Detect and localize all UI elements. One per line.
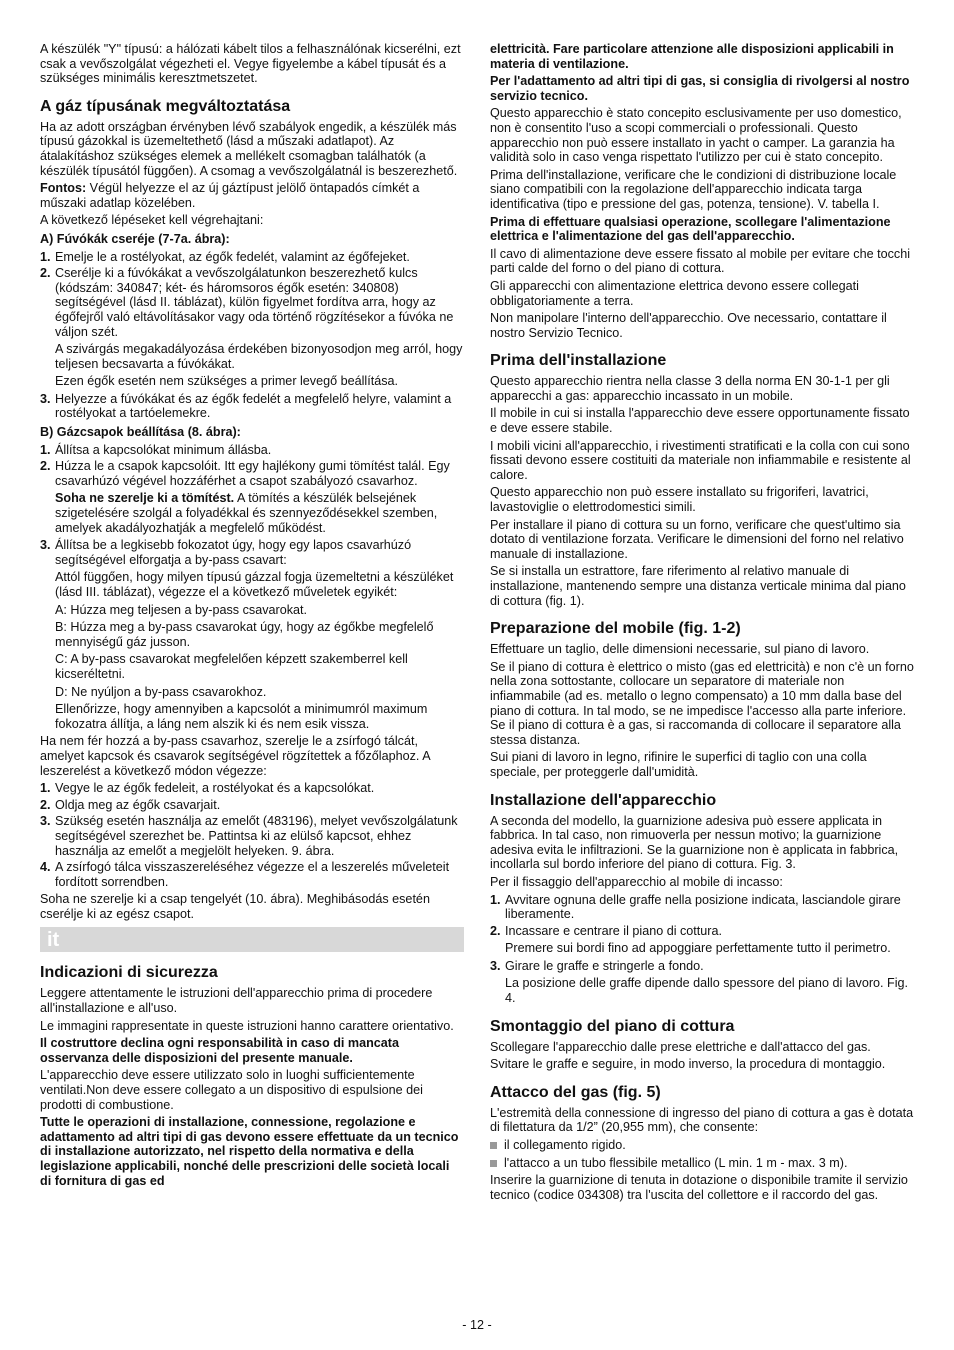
step: [40, 781, 464, 796]
step-text: Cserélje ki a fúvókákat a vevőszolgálatunkon beszerezhető kulcs (kódszám: 340847; két- és háromsoros égők esetén: 340808) segítségével (lásd II. táblázat), külön figyelmet fordítva arra, hogy az égőfejről való eltávolításakor vagy oda történő rögzítésekor a fúvóka ne váljon szét.: [55, 266, 454, 339]
paragraph: Se il piano di cottura è elettrico o misto (gas ed elettricità) e non c'è un forno nella zona sottostante, collocare un separatore di materiale non infiammabile (ad es. metallo o legno compensato) a 10 mm dalla base del piano di cottura. In tal modo, se ne impedisce l'accesso alla parte inferiore. Se il piano di cottura è a gas, si raccomanda di collocare il separatore alla stessa distanza.: [490, 659, 914, 747]
step-note: Premere sui bordi fino ad appoggiare perfettamente tutto il perimetro.: [505, 941, 891, 956]
step: [490, 959, 915, 974]
step-text: Emelje le a rostélyokat, az égők fedelét, valamint az égőfejeket.: [55, 249, 410, 264]
step-list: [490, 893, 915, 939]
step-list: [40, 392, 464, 421]
step-text: Helyezze a fúvókákat és az égők fedelét a megfelelő helyre, valamint a rostélyokat a tartóelemekre.: [55, 391, 452, 421]
step: [40, 798, 464, 813]
option-c: C: A by-pass csavarokat megfelelően képzett szakemberrel kell kicseréltetni.: [55, 652, 408, 681]
paragraph: Gli apparecchi con alimentazione elettrica devono essere collegati obbligatoriamente a terra.: [490, 278, 859, 308]
step-text: Húzza le a csapok kapcsolóit. Itt egy hajlékony gumi tömítést talál. Egy csavarhúzó végével hozzáférhet a csapot szabályozó csavarhoz.: [55, 459, 450, 488]
step-number: 1.: [490, 892, 501, 907]
step-note: La posizione delle graffe dipende dallo spessore del piano di lavoro. Fig. 4.: [505, 976, 909, 1006]
step-text: Incassare e centrare il piano di cottura.: [505, 923, 723, 938]
square-bullet-icon: [490, 1142, 497, 1149]
square-bullet-icon: [490, 1160, 497, 1167]
step-number: 2.: [40, 797, 51, 812]
step-text: Állítsa a kapcsolókat minimum állásba.: [55, 442, 272, 457]
step: [40, 392, 464, 421]
step-list: [40, 250, 464, 340]
language-code: it: [47, 929, 60, 952]
paragraph: Ha nem fér hozzá a by-pass csavarhoz, szerelje le a zsírfogó tálcát, amelyet kapcsok és csavarok segítségével rögzítettek a főzőlaphoz. A leszerelést a következő módon végezze:: [40, 734, 430, 778]
paragraph: L'apparecchio deve essere utilizzato solo in luoghi sufficientemente ventilati.Non deve essere collegato a un dispositivo di espulsione dei prodotti di combustione.: [40, 1068, 423, 1112]
paragraph: Il cavo di alimentazione deve essere fissato al mobile per evitare che tocchi parti calde del forno o del piano di cottura.: [490, 246, 911, 276]
step: [40, 459, 464, 488]
bullet-text: il collegamento rigido.: [504, 1138, 626, 1153]
step-number: 2.: [490, 923, 501, 938]
paragraph: A seconda del modello, la guarnizione adesiva può essere applicata in fabbrica. In tal caso, non rimuoverla per nessun motivo; la guarnizione adesiva evita le infiltrazioni. Se la guarnizione non è applicata in fabbrica, incollarla sul bordo inferiore del piano di cottura. Fig. 3.: [490, 813, 899, 872]
paragraph: Leggere attentamente le istruzioni dell'apparecchio prima di procedere all'installazione e all'uso.: [40, 986, 433, 1016]
bullet-item: [490, 1156, 915, 1171]
paragraph: Questo apparecchio rientra nella classe 3 della norma EN 30-1-1 per gli apparecchi a gas: apparecchio incassato in un mobile.: [490, 374, 890, 403]
paragraph: Sui piani di lavoro in legno, rifinire le superfici di taglio con una colla speciale, per proteggerle dall'umidità.: [490, 750, 867, 779]
bold-paragraph: Il costruttore declina ogni responsabilità in caso di mancata osservanza delle disposizioni del presente manuale.: [40, 1036, 400, 1065]
step-number: 1.: [40, 249, 51, 264]
paragraph: Prima dell'installazione, verificare che le condizioni di distribuzione locale siano compatibili con la regolazione dell'apparecchio indicata targa identificativa (tipo e pressione del gas, potenza, tensione). V. tabella I.: [490, 167, 897, 211]
paragraph: Soha ne szerelje ki a csap tengelyét (10. ábra). Meghibásodás esetén cserélje ki az egész csapot.: [40, 892, 430, 921]
bullet-list: [490, 1138, 915, 1170]
paragraph: Per installare il piano di cottura su un forno, verificare che quest'ultimo sia dotato di ventilazione forzata. Verificare le dimensioni del forno nel relativo manuale di installazione.: [490, 517, 904, 561]
gas-connection-heading: Attacco del gas (fig. 5): [490, 1083, 661, 1101]
left-column: [40, 42, 464, 1191]
step-text: Szükség esetén használja az emelőt (483196), melyet vevőszolgálatunk segítségével szerezhet be. Pattintsa ki az elülső kapcsot, ehhez használja az emelőt a megjelölt helyeken. 9. ábra.: [55, 814, 458, 858]
step-number: 1.: [40, 442, 51, 457]
step-note: Attól függően, hogy milyen típusú gázzal fogja üzemeltetni a készüléket (lásd III. táblázat), végezze el a következő műveletek egyikét:: [55, 570, 454, 599]
paragraph: Se si installa un estrattore, fare riferimento al relativo manuale di installazione, mantenendo sempre una distanza verticale minima dal piano di cottura (fig. 1).: [490, 564, 906, 608]
bullet-item: [490, 1138, 915, 1153]
important-label: Fontos:: [40, 181, 87, 196]
step: [490, 893, 915, 922]
paragraph: Il mobile in cui si installa l'apparecchio deve essere opportunamente fissato e deve essere stabile.: [490, 406, 910, 436]
step-number: 2.: [40, 459, 51, 474]
step-text: Girare le graffe e stringerle a fondo.: [505, 958, 704, 973]
before-installation-heading: Prima dell'installazione: [490, 352, 667, 370]
bold-paragraph: Prima di effettuare qualsiasi operazione, scollegare l'alimentazione elettrica e l'alimentazione del gas dell'apparecchio.: [490, 214, 891, 244]
step: [40, 538, 464, 567]
cabinet-preparation-heading: Preparazione del mobile (fig. 1-2): [490, 620, 741, 638]
step-note: A szivárgás megakadályozása érdekében bizonyosodjon meg arról, hogy teljesen becsavarta a fúvókákat.: [55, 342, 463, 371]
warning-label: Soha ne szerelje ki a tömítést.: [55, 491, 235, 506]
step-text: Avvitare ognuna delle graffe nella posizione indicata, lasciandole girare liberamente.: [505, 892, 901, 922]
bold-paragraph: Tutte le operazioni di installazione, connessione, regolazione e adattamento ad altri tipi di gas devono essere effettuate da un tecnico di installazione autorizzato, nel rispetto della normativa e della legislazione applicabili, nonché delle prescrizioni delle società locali di fornitura di gas ed: [40, 1115, 459, 1188]
paragraph: I mobili vicini all'apparecchio, i rivestimenti stratificati e la colla con cui sono fissati devono essere costituiti da materiale non infiammabile e resistente al calore.: [490, 438, 911, 482]
warning-text: A tömítés a készülék belsejének szigetelésére szolgál a folyadékkal és szennyeződésekkel szemben, amelyek akadályozhatják a megfelelő működést.: [55, 491, 438, 535]
bold-paragraph: elettricità. Fare particolare attenzione alle disposizioni applicabili in materia di ventilazione.: [490, 42, 894, 71]
language-section-bar: [40, 927, 464, 952]
step-number: 2.: [40, 266, 51, 281]
option-b: B: Húzza meg a by-pass csavarokat úgy, hogy az égőkbe megfelelő mennyiségű gáz jusson.: [55, 620, 434, 649]
removal-heading: Smontaggio del piano di cottura: [490, 1017, 735, 1035]
option-d: D: Ne nyúljon a by-pass csavarokhoz.: [55, 684, 267, 699]
bold-paragraph: Per l'adattamento ad altri tipi di gas, si consiglia di rivolgersi al nostro servizio tecnico.: [490, 74, 910, 103]
step-note: Ezen égők esetén nem szükséges a primer levegő beállítása.: [55, 374, 399, 389]
step-text: A zsírfogó tálca visszaszereléséhez végezze el a leszerelés műveleteit fordított sorrendben.: [55, 860, 450, 889]
step: [40, 860, 464, 889]
step-text: Állítsa be a legkisebb fokozatot úgy, hogy egy lapos csavarhúzó segítségével elforgatja a by-pass csavart:: [55, 538, 412, 567]
paragraph: Ha az adott országban érvényben lévő szabályok engedik, a készülék más típusú gázokkal is üzemeltethető (lásd a műszaki adatlapot). Az átalakításhoz szükséges elemek a mellékelt csomagban találhatók (a készülék típusától függően). A csomag a vevőszolgálatnál is beszerezhető.: [40, 119, 458, 178]
installation-heading: Installazione dell'apparecchio: [490, 791, 717, 809]
step-number: 3.: [490, 958, 501, 973]
paragraph: A következő lépéseket kell végrehajtani:: [40, 213, 264, 228]
right-column: [490, 42, 915, 1205]
important-text: Végül helyezze el az új gáztípust jelölő öntapadós címkét a műszaki adatlap közelében.: [40, 181, 420, 210]
paragraph: Questo apparecchio è stato concepito esclusivamente per uso domestico, non è consentito l'uso a scopi commerciali o professionali. Questo apparecchio non può essere installato in yacht o camper. La garanzia ha validità solo in caso venga rispettato l'utilizzo per cui è stato concepito.: [490, 106, 902, 165]
step-number: 3.: [40, 391, 51, 406]
step-list: [40, 538, 464, 567]
step-list: [40, 443, 464, 489]
step: [40, 250, 464, 265]
step-number: 3.: [40, 538, 51, 553]
paragraph: Questo apparecchio non può essere installato su frigoriferi, lavatrici, lavastoviglie o elettrodomestici simili.: [490, 485, 869, 515]
step: [40, 814, 464, 858]
cable-note: A készülék "Y" típusú: a hálózati kábelt tilos a felhasználónak kicserélni, ezt csak a vevőszolgálat végezheti el. Vegye figyelembe a kábel típusát és a szükséges minimális keresztmetszetet.: [40, 42, 461, 86]
step-number: 4.: [40, 860, 51, 875]
step: [40, 266, 464, 339]
step-number: 1.: [40, 781, 51, 796]
step: [490, 924, 915, 939]
paragraph: Non manipolare l'interno dell'apparecchio. Ove necessario, contattare il nostro Servizio Tecnico.: [490, 311, 887, 340]
step-number: 3.: [40, 814, 51, 829]
step-note: Ellenőrizze, hogy amennyiben a kapcsolót a minimumról maximum fokozatra állítja, a láng nem alszik ki és nem esik vissza.: [55, 702, 428, 731]
paragraph: Le immagini rappresentate in queste istruzioni hanno carattere orientativo.: [40, 1018, 454, 1033]
paragraph: Scollegare l'apparecchio dalle prese elettriche e dall'attacco del gas.: [490, 1039, 871, 1054]
step-text: Vegye le az égők fedeleit, a rostélyokat és a kapcsolókat.: [55, 781, 375, 796]
paragraph: Effettuare un taglio, delle dimensioni necessarie, sul piano di lavoro.: [490, 642, 870, 657]
bullet-text: l'attacco a un tubo flessibile metallico (L min. 1 m - max. 3 m).: [504, 1155, 848, 1170]
section-b-heading: B) Gázcsapok beállítása (8. ábra):: [40, 425, 241, 440]
paragraph: L'estremità della connessione di ingresso del piano di cottura a gas è dotata di filettatura da 1/2” (20,955 mm), che consente:: [490, 1105, 914, 1135]
step: [40, 443, 464, 458]
option-a: A: Húzza meg teljesen a by-pass csavarokat.: [55, 602, 307, 617]
step-note: [40, 491, 464, 535]
important-note: [40, 181, 464, 210]
step-list: [490, 959, 915, 974]
step-text: Oldja meg az égők csavarjait.: [55, 797, 221, 812]
gas-change-heading: A gáz típusának megváltoztatása: [40, 97, 291, 115]
step-list: [40, 781, 464, 889]
section-a-heading: A) Fúvókák cseréje (7-7a. ábra):: [40, 231, 230, 246]
safety-heading: Indicazioni di sicurezza: [40, 964, 218, 982]
paragraph: Per il fissaggio dell'apparecchio al mobile di incasso:: [490, 874, 783, 889]
paragraph: Inserire la guarnizione di tenuta in dotazione o disponibile tramite il servizio tecnico (codice 034308) tra l'uscita del collettore e il raccordo del gas.: [490, 1173, 908, 1202]
page-number: - 12 -: [462, 1318, 492, 1332]
paragraph: Svitare le graffe e seguire, in modo inverso, la procedura di montaggio.: [490, 1057, 886, 1072]
